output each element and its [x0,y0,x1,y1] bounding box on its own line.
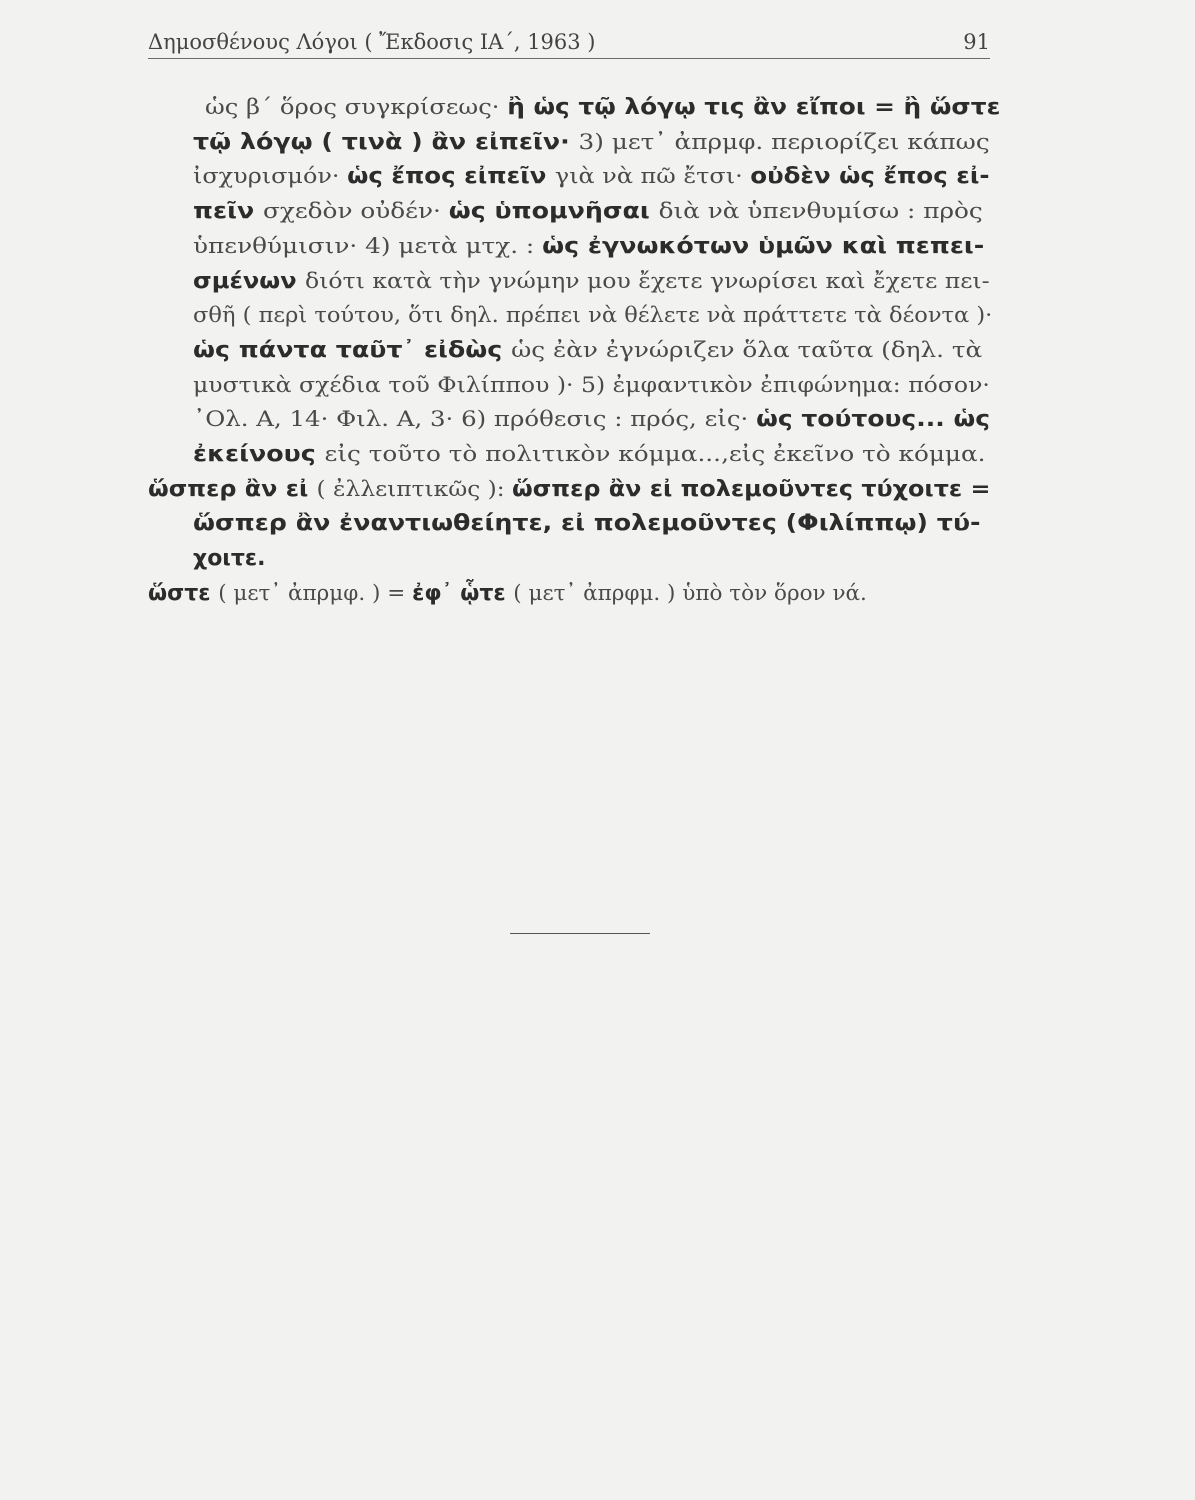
lemma-bold-text: χοιτε. [193,546,266,572]
lemma-bold-text: ὡς πάντα ταῦτ᾽ εἰδὼς [193,337,512,363]
lemma-bold-text: ὥσπερ ἂν εἰ [148,476,317,502]
lemma-bold-text: τῷ λόγῳ ( τινὰ ) ἂν εἰπεῖν· [193,129,579,155]
text-line [193,128,990,158]
lemma-bold-text: ἐφ᾽ ᾧτε [412,580,514,606]
lemma-bold-text: πεῖν [193,199,264,225]
lemma-bold-text: ὡς ἔπος εἰπεῖν [347,164,555,190]
lemma-bold-text: ὡς τούτους... ὡς [756,407,991,433]
gloss-text: εἰς τοῦτο τὸ πολιτικὸν κόμμα...‚εἰς ἐκεῖνο τὸ κόμμα. [324,442,986,467]
text-line [193,440,986,470]
gloss-text: ἰσχυρισμόν· [193,164,348,190]
text-line [193,544,266,574]
gloss-text: σθῆ ( περὶ τούτου, ὅτι δηλ. πρέπει νὰ θέλετε νὰ πράττετε τὰ δέοντα )· [193,303,993,329]
gloss-text: ὑπενθύμισιν· 4) μετὰ μτχ. : [193,233,543,259]
gloss-text: ( μετ᾽ ἀπρφμ. ) ὑπὸ τὸν ὅρον νά. [513,580,867,606]
lemma-bold-text: σμένων [193,268,306,294]
text-line [193,509,981,539]
gloss-text: ὡς ἐὰν ἐγνώριζεν ὅλα ταῦτα (δηλ. τὰ [511,337,983,363]
lemma-bold-text: ὥστε [148,580,219,606]
text-line [193,197,983,227]
gloss-text: ᾽Ολ. Α, 14· Φιλ. Α, 3· 6) πρόθεσις : πρός, εἰς· [193,407,757,433]
text-line [205,93,1000,123]
lemma-bold-text: ὡς ἐγνωκότων ὑμῶν καὶ πεπει- [542,233,985,259]
text-line [148,475,990,505]
gloss-text: ( ἐλλειπτικῶς ): [316,476,513,502]
running-header [148,24,990,59]
running-title: Δημοσθένους Λόγοι ( Ἔκδοσις ΙΑ΄, 1963 ) [148,30,596,54]
gloss-text: γιὰ νὰ πῶ ἔτσι· [554,164,751,190]
section-divider [510,933,650,934]
gloss-text: σχεδὸν οὐδέν· [263,199,449,225]
text-line [193,301,992,331]
text-line [193,336,982,366]
text-line [193,162,990,192]
gloss-text: ( μετ᾽ ἀπρμφ. ) = [218,580,413,606]
lemma-bold-text: οὐδὲν ὡς ἔπος εἰ- [750,164,990,190]
text-line [148,579,867,609]
gloss-text: ὡς β΄ ὅρος συγκρίσεως· [205,95,508,120]
page-number: 91 [963,30,990,54]
lemma-bold-text: ὥσπερ ἂν εἰ πολεμοῦντες τύχοιτε = [512,476,991,502]
lemma-bold-text: ὡς ὑπομνῆσαι [448,199,659,225]
gloss-text: μυστικὰ σχέδια τοῦ Φιλίππου )· 5) ἐμφαντικὸν ἐπιφώνημα: πόσον· [193,372,990,398]
text-line [193,232,984,262]
lemma-bold-text: ὥσπερ ἂν ἐναντιωθείητε, εἰ πολεμοῦντες (Φιλίππῳ) τύ- [193,511,981,537]
gloss-text: διὰ νὰ ὑπενθυμίσω : πρὸς [658,199,983,225]
text-line [193,405,990,435]
gloss-text: διότι κατὰ τὴν γνώμην μου ἔχετε γνωρίσει καὶ ἔχετε πει- [305,268,990,294]
text-line [193,371,990,401]
lemma-bold-text: ἢ ὡς τῷ λόγῳ τις ἂν εἴποι = ἢ ὥστε [507,95,1001,120]
gloss-text: 3) μετ᾽ ἀπρμφ. περιορίζει κάπως [578,129,990,155]
lemma-bold-text: ἐκείνους [193,442,325,467]
text-line [193,267,990,297]
